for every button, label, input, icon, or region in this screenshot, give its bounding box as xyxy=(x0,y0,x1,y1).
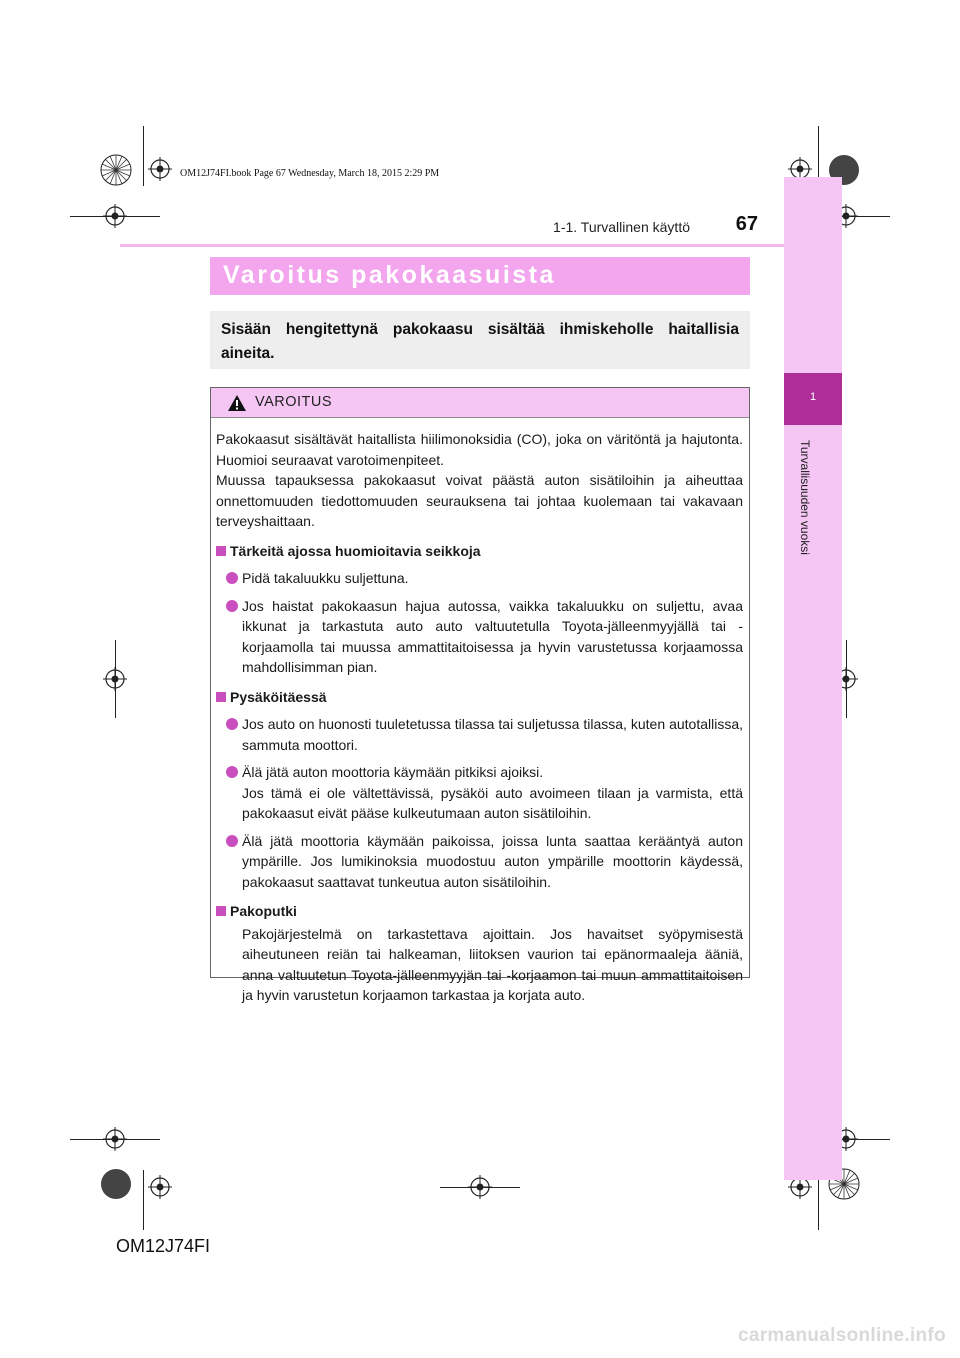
warning-header xyxy=(211,388,749,418)
list-item: Jos haistat pakokaasun hajua autossa, vaikka takaluukku on suljettu, avaa ikkunat ja tarkastuta auto auto valtuutetulla Toyota-jälleenmyyjällä tai -korjaamolla tai muussa ammattitaitoisessa ja hyvin varustetussa korjaamossa mahdollisimman pian. xyxy=(216,596,743,678)
intro-box xyxy=(210,311,750,369)
list-item-text: Älä jätä auton moottoria käymään pitkiksi ajoiksi. xyxy=(242,764,544,780)
list-item: Älä jätä moottoria käymään paikoissa, joissa lunta saattaa kerääntyä auton ympärille. Jos lumikinoksia muodostuu auton ympärille moottorin käydessä, pakokaasut saattavat tunkeutua auton sisätiloihin. xyxy=(216,831,743,893)
registration-crosshair-icon xyxy=(148,157,172,181)
registration-sunburst-icon xyxy=(100,154,132,186)
registration-crosshair-icon xyxy=(103,204,127,228)
subsection-heading: Pakoputki xyxy=(216,901,743,922)
subsection-heading: Pysäköitäessä xyxy=(216,687,743,708)
page-title: Varoitus pakokaasuista xyxy=(223,261,556,289)
list-item: Jos auto on huonosti tuuletetussa tilassa tai suljetussa tilassa, kuten autotallissa, sammuta moottori. xyxy=(216,714,743,755)
side-tab-number-text: 1 xyxy=(809,391,817,403)
side-tab-top xyxy=(784,177,842,373)
header-rule xyxy=(120,244,784,247)
book-info: OM12J74FI.book Page 67 Wednesday, March 18, 2015 2:29 PM xyxy=(180,168,440,179)
registration-dark-circle-icon xyxy=(100,1168,132,1200)
side-tab-label: Turvallisuuden vuoksi xyxy=(798,440,812,555)
intro-text: Sisään hengitettynä pakokaasu sisältää ihmiskeholle haitallisia aineita. xyxy=(221,321,739,362)
warning-paragraph: Pakokaasut sisältävät haitallista hiilimonoksidia (CO), joka on väritöntä ja hajutonta. Huomioi seuraavat varotoimenpiteet. xyxy=(216,431,743,468)
warning-paragraph: Muussa tapauksessa pakokaasut voivat päästä auton sisätiloihin ja aiheuttaa onnettomuuden tiedottomuuden seurauksena tai johtaa kuolemaan tai vakavaan terveyshaittaan. xyxy=(216,472,743,529)
registration-crosshair-icon xyxy=(468,1175,492,1199)
registration-crosshair-icon xyxy=(148,1175,172,1199)
warning-triangle-icon xyxy=(227,394,247,412)
side-tab-number xyxy=(784,373,842,425)
document-code: OM12J74FI xyxy=(116,1236,211,1256)
watermark: carmanualsonline.info xyxy=(738,1325,946,1346)
title-bar xyxy=(210,257,750,295)
section-header: 1-1. Turvallinen käyttö xyxy=(553,219,690,235)
list-item xyxy=(216,762,743,824)
subsection-heading: Tärkeitä ajossa huomioitavia seikkoja xyxy=(216,541,743,562)
page-number: 67 xyxy=(735,213,758,235)
warning-body xyxy=(216,429,743,1006)
warning-box xyxy=(210,387,750,1003)
list-item-continuation: Jos tämä ei ole vältettävissä, pysäköi auto avoimeen tilaan ja varmista, että pakokaasut eivät pääse kulkeutumaan auton sisätiloihin. xyxy=(242,784,743,821)
warning-label: VAROITUS xyxy=(255,394,333,410)
registration-crosshair-icon xyxy=(103,1127,127,1151)
registration-crosshair-icon xyxy=(103,667,127,691)
subsection-text: Pakojärjestelmä on tarkastettava ajoittain. Jos havaitset syöpymisestä aiheutuneen reiän tai halkeaman, liitoksen vaurion tai epänormaaleja ääniä, anna valtuutetun Toyota-jälleenmyyjän tai -korjaamon tai muun ammattitaitoisen ja hyvin varustetun korjaamon tarkastaa ja korjata auto. xyxy=(242,925,743,1003)
list-item: Pidä takaluukku suljettuna. xyxy=(216,568,743,589)
